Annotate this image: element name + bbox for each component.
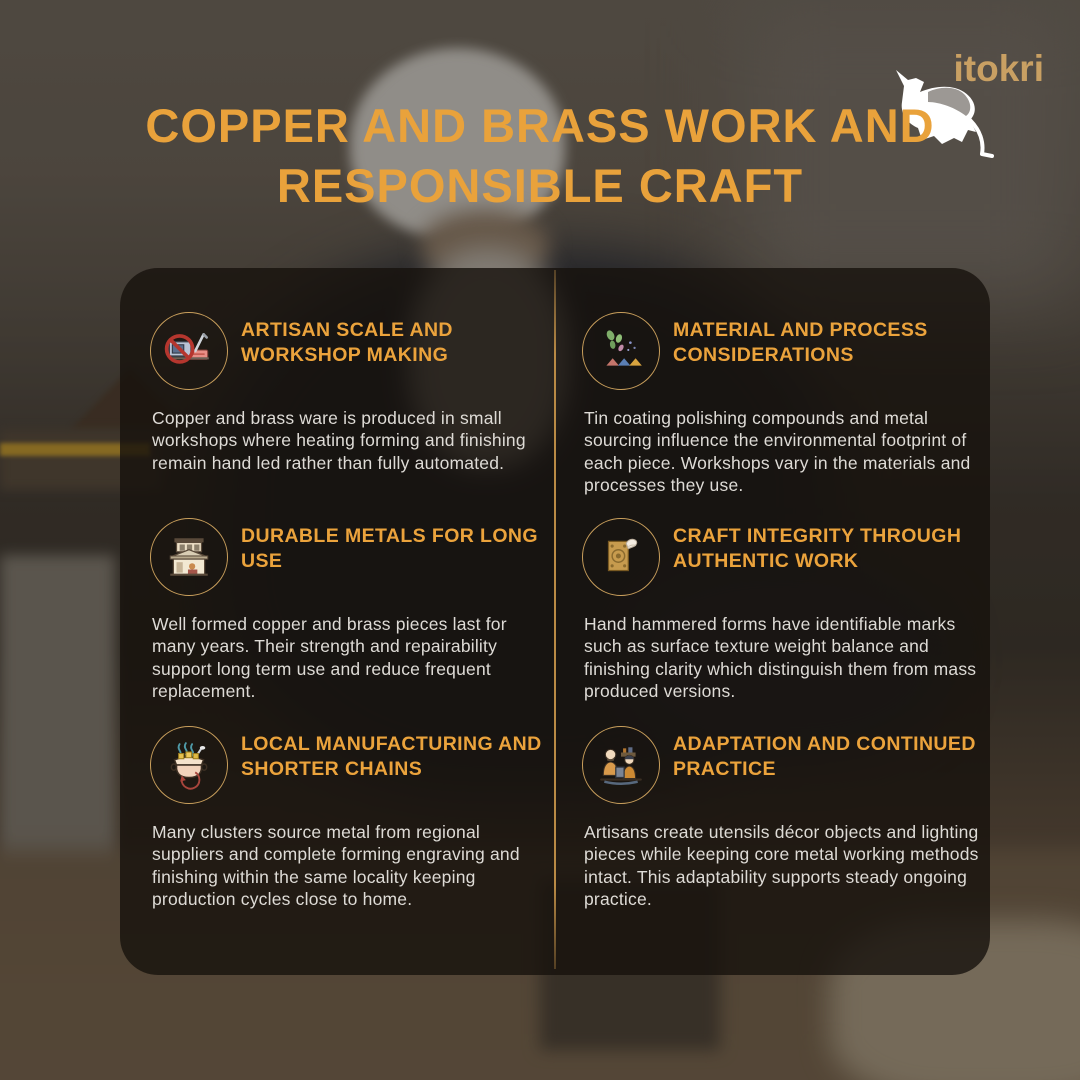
section-heading: CRAFT INTEGRITY THROUGH AUTHENTIC WORK xyxy=(673,525,962,572)
section-craft-integrity xyxy=(582,518,990,703)
section-body: Well formed copper and brass pieces last for many years. Their strength and repairability support long term use and reduce frequent replacement. xyxy=(152,614,507,702)
section-body: Copper and brass ware is produced in small workshops where heating forming and finishing remain hand led rather than fully automated. xyxy=(152,408,526,473)
itokri-wordmark: itokri xyxy=(953,48,1044,89)
section-heading: DURABLE METALS FOR LONG USE xyxy=(241,525,538,572)
section-body: Many clusters source metal from regional suppliers and complete forming engraving and finishing within the same locality keeping production cycles close to home. xyxy=(152,822,520,910)
two-artisans-icon xyxy=(582,726,660,804)
section-adaptation xyxy=(582,726,990,911)
section-durable-metals xyxy=(150,518,552,703)
section-heading: MATERIAL AND PROCESS CONSIDERATIONS xyxy=(673,319,928,366)
section-heading: ARTISAN SCALE AND WORKSHOP MAKING xyxy=(241,319,453,366)
no-machine-icon xyxy=(150,312,228,390)
workshop-building-icon xyxy=(150,518,228,596)
hand-engraved-sheet-icon xyxy=(582,518,660,596)
eco-materials-icon xyxy=(582,312,660,390)
vertical-divider xyxy=(554,270,556,969)
section-heading: LOCAL MANUFACTURING AND SHORTER CHAINS xyxy=(241,733,542,780)
title-line-2: RESPONSIBLE CRAFT xyxy=(276,159,804,213)
content-panel xyxy=(120,268,990,975)
section-heading: ADAPTATION AND CONTINUED PRACTICE xyxy=(673,733,976,780)
section-body: Artisans create utensils décor objects and lighting pieces while keeping core metal working methods intact. This adaptability supports steady ongoing practice. xyxy=(584,822,979,910)
section-local-manufacturing xyxy=(150,726,552,911)
title-line-1: COPPER AND BRASS WORK AND xyxy=(145,99,935,152)
section-body: Tin coating polishing compounds and metal sourcing influence the environmental footprint of each piece. Workshops vary in the materials and processes they use. xyxy=(584,408,971,496)
steaming-pot-icon xyxy=(150,726,228,804)
section-artisan-scale xyxy=(150,312,552,474)
section-body: Hand hammered forms have identifiable marks such as surface texture weight balance and finishing clarity which distinguish them from mass produced versions. xyxy=(584,614,977,702)
page-title xyxy=(0,96,1080,216)
section-material-process xyxy=(582,312,990,497)
